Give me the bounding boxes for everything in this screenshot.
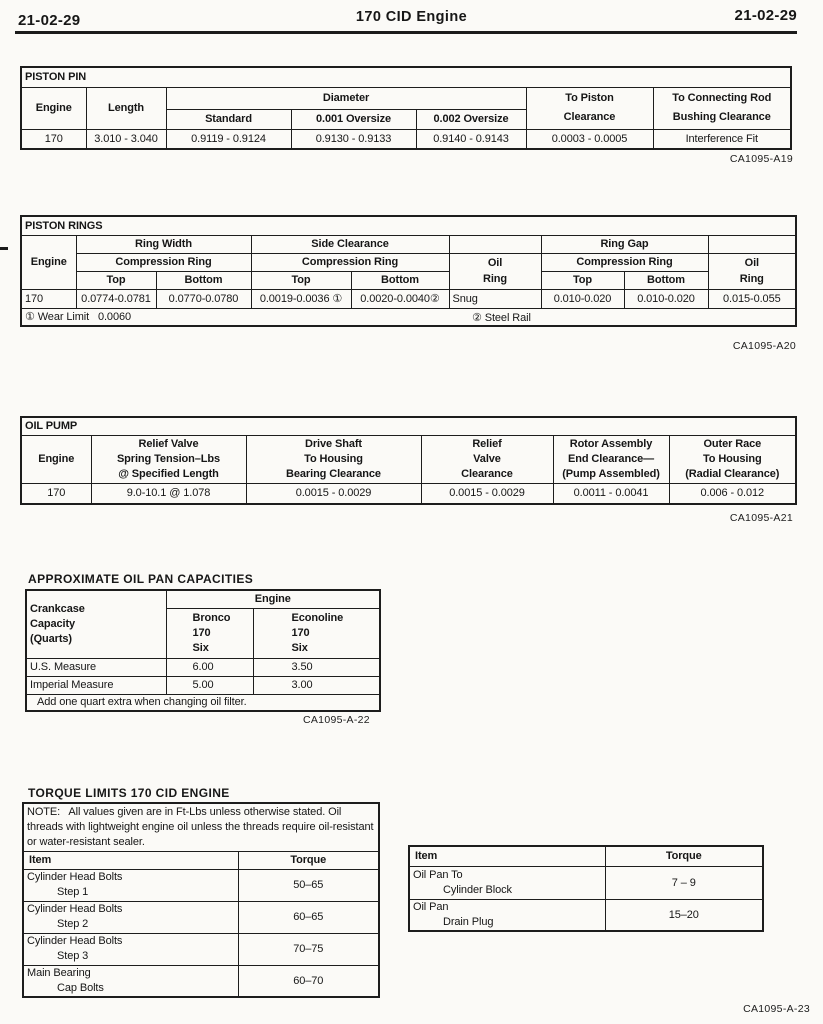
table-row	[21, 483, 796, 504]
footnote-row	[21, 308, 796, 326]
value-cell: 0.0003 - 0.0005	[526, 129, 653, 149]
col-header-compression-ring: Compression Ring	[541, 253, 708, 271]
value-cell: 0.0020-0.0040②	[351, 289, 449, 308]
table-row	[26, 658, 380, 676]
note-cell: NOTE: All values given are in Ft-Lbs unless otherwise stated. Oil threads with lightweight engine oil unless the threads require oil-resistant or water-resistant sealer.	[23, 803, 379, 851]
item-cell: Cylinder Head Bolts Step 2	[23, 901, 238, 933]
header-rule	[15, 31, 797, 34]
value-cell: 0.010-0.020	[624, 289, 708, 308]
figure-caption: CA1095-A-23	[743, 1003, 810, 1015]
table-row	[409, 899, 763, 931]
col-header-002-oversize: 0.002 Oversize	[416, 109, 526, 129]
torque-limits-title: TORQUE LIMITS 170 CID ENGINE	[28, 786, 230, 800]
value-cell: 0.006 - 0.012	[669, 483, 796, 504]
col-header-engine: Engine	[21, 87, 86, 129]
col-header-torque: Torque	[605, 846, 763, 866]
col-header-length: Length	[86, 87, 166, 129]
col-header-econoline: Econoline 170 Six	[253, 608, 380, 658]
figure-caption: CA1095-A-22	[303, 714, 370, 726]
value-cell: 0.0019-0.0036 ①	[251, 289, 351, 308]
col-header-ring-width: Ring Width	[76, 235, 251, 253]
table-title: PISTON PIN	[21, 67, 791, 87]
oil-pan-table	[25, 589, 381, 712]
item-cell: Oil Pan Drain Plug	[409, 899, 605, 931]
table-row	[21, 289, 796, 308]
table-row	[23, 901, 379, 933]
value-cell: 0.0770-0.0780	[156, 289, 251, 308]
value-cell: Snug	[449, 289, 541, 308]
col-header-top: Top	[76, 271, 156, 289]
col-header-side-clearance: Side Clearance	[251, 235, 449, 253]
value-cell: 170	[21, 289, 76, 308]
torque-value: 60–70	[238, 965, 379, 997]
value-cell: 0.9130 - 0.9133	[291, 129, 416, 149]
table-row	[23, 933, 379, 965]
col-header-to-piston-clearance: To Piston Clearance	[526, 87, 653, 129]
row-label: Imperial Measure	[26, 676, 166, 694]
value-cell: 170	[21, 483, 91, 504]
col-header-relief-clearance: Relief Valve Clearance	[421, 435, 553, 483]
table-row	[23, 869, 379, 901]
blank-cell	[708, 235, 796, 253]
value-cell: 0.0011 - 0.0041	[553, 483, 669, 504]
value-cell: 5.00	[166, 676, 253, 694]
torque-value: 15–20	[605, 899, 763, 931]
col-header-crankcase-capacity: Crankcase Capacity (Quarts)	[26, 590, 166, 658]
col-header-outer-race: Outer Race To Housing (Radial Clearance)	[669, 435, 796, 483]
col-header-bronco: Bronco 170 Six	[166, 608, 253, 658]
col-header-oil-ring: Oil Ring	[708, 253, 796, 289]
value-cell: 6.00	[166, 658, 253, 676]
value-cell: 3.010 - 3.040	[86, 129, 166, 149]
margin-tick	[0, 247, 8, 250]
item-cell: Main Bearing Cap Bolts	[23, 965, 238, 997]
col-header-to-rod-bushing: To Connecting Rod Bushing Clearance	[653, 87, 791, 129]
col-header-bottom: Bottom	[351, 271, 449, 289]
torque-limits-table	[22, 802, 380, 998]
col-header-top: Top	[541, 271, 624, 289]
value-cell: 0.0015 - 0.0029	[421, 483, 553, 504]
col-header-engine: Engine	[21, 235, 76, 289]
piston-rings-table	[20, 215, 797, 327]
table-title: PISTON RINGS	[21, 216, 796, 235]
col-header-item: Item	[23, 851, 238, 869]
oil-pump-table	[20, 416, 797, 505]
table-row	[21, 129, 791, 149]
page-header	[0, 0, 823, 40]
col-header-001-oversize: 0.001 Oversize	[291, 109, 416, 129]
value-cell: 0.9140 - 0.9143	[416, 129, 526, 149]
col-header-bottom: Bottom	[624, 271, 708, 289]
value-cell: 3.00	[253, 676, 380, 694]
torque-value: 50–65	[238, 869, 379, 901]
value-cell: 0.015-0.055	[708, 289, 796, 308]
col-header-oil-ring: Oil Ring	[449, 253, 541, 289]
value-cell: 0.0774-0.0781	[76, 289, 156, 308]
col-header-standard: Standard	[166, 109, 291, 129]
col-header-ring-gap: Ring Gap	[541, 235, 708, 253]
piston-pin-table	[20, 66, 792, 150]
col-header-compression-ring: Compression Ring	[76, 253, 251, 271]
page-number-left: 21-02-29	[18, 12, 81, 29]
value-cell: Interference Fit	[653, 129, 791, 149]
figure-caption: CA1095-A21	[729, 512, 793, 524]
value-cell: 0.010-0.020	[541, 289, 624, 308]
oil-pan-title: APPROXIMATE OIL PAN CAPACITIES	[28, 572, 254, 586]
table-title: OIL PUMP	[21, 417, 796, 435]
figure-caption: CA1095-A20	[732, 340, 796, 352]
value-cell: 3.50	[253, 658, 380, 676]
item-cell: Cylinder Head Bolts Step 3	[23, 933, 238, 965]
col-header-compression-ring: Compression Ring	[251, 253, 449, 271]
value-cell: 9.0-10.1 @ 1.078	[91, 483, 246, 504]
footnote-steel-rail: ② Steel Rail	[472, 311, 531, 324]
table-row	[26, 676, 380, 694]
col-header-top: Top	[251, 271, 351, 289]
col-header-engine: Engine	[21, 435, 91, 483]
table-row	[409, 866, 763, 899]
blank-cell	[449, 235, 541, 253]
value-cell: 0.0015 - 0.0029	[246, 483, 421, 504]
torque-value: 60–65	[238, 901, 379, 933]
item-cell: Oil Pan To Cylinder Block	[409, 866, 605, 899]
col-header-item: Item	[409, 846, 605, 866]
page-title: 170 CID Engine	[355, 9, 468, 25]
col-header-engine: Engine	[166, 590, 380, 608]
col-header-relief-spring: Relief Valve Spring Tension–Lbs @ Specified Length	[91, 435, 246, 483]
row-label: U.S. Measure	[26, 658, 166, 676]
oil-pan-torque-table	[408, 845, 764, 932]
value-cell: 0.9119 - 0.9124	[166, 129, 291, 149]
col-header-rotor-assembly: Rotor Assembly End Clearance— (Pump Assembled)	[553, 435, 669, 483]
col-header-drive-shaft: Drive Shaft To Housing Bearing Clearance	[246, 435, 421, 483]
value-cell: 170	[21, 129, 86, 149]
col-header-diameter: Diameter	[166, 87, 526, 109]
figure-caption: CA1095-A19	[729, 153, 793, 165]
col-header-torque: Torque	[238, 851, 379, 869]
torque-value: 70–75	[238, 933, 379, 965]
item-cell: Cylinder Head Bolts Step 1	[23, 869, 238, 901]
table-footnote: Add one quart extra when changing oil filter.	[26, 694, 380, 711]
torque-value: 7 – 9	[605, 866, 763, 899]
page-number-right: 21-02-29	[734, 7, 797, 24]
col-header-bottom: Bottom	[156, 271, 251, 289]
table-row	[23, 965, 379, 997]
footnote-wear-limit: ① Wear Limit 0.0060	[25, 311, 131, 324]
